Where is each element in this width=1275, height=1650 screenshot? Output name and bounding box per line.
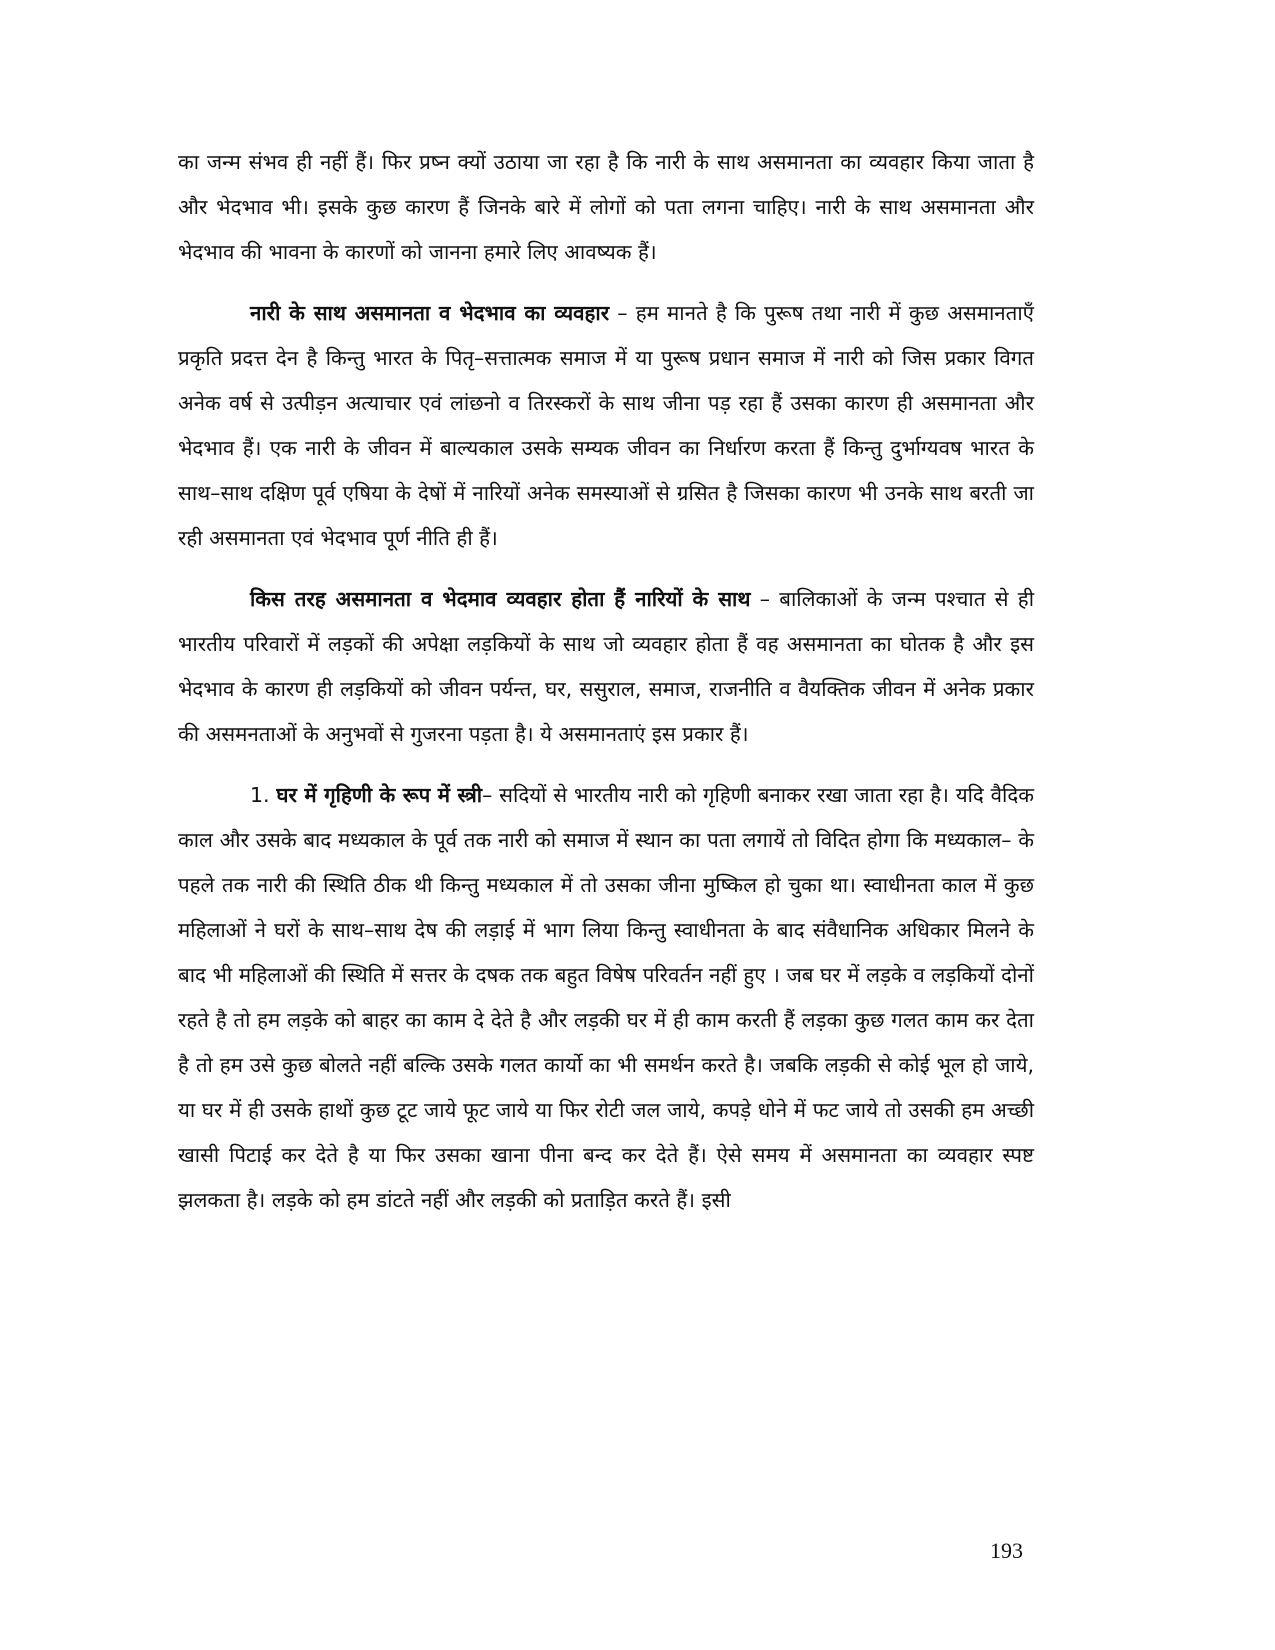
list-number: 1. [250,783,270,807]
section-heading: किस तरह असमानता व भेदमाव व्यवहार होता हैं नारियों के साथ [250,587,751,611]
section-heading: घर में गृहिणी के रूप में स्त्री [276,783,483,807]
paragraph-text: – हम मानते है कि पुरूष तथा नारी में कुछ असमानताएँ प्रकृति प्रदत्त देन है किन्तु भारत के पितृ–सत्तात्मक समाज में या पुरूष प्रधान समाज में नारी को जिस प्रकार विगत अनेक वर्ष से उत्पीड़न अत्याचार एवं लांछनो व तिरस्करों के साथ जीना पड़ रहा हैं उसका कारण ही असमानता और भेदभाव हैं। एक नारी के जीवन में बाल्यकाल उसके सम्यक जीवन का निर्धारण करता हैं किन्तु दुर्भाग्यवष भारत के साथ–साथ दक्षिण पूर्व एषिया के देषों में नारियों अनेक समस्याओं से ग्रसित है जिसका कारण भी उनके साथ बरती जा रही असमानता एवं भेदभाव पूर्ण नीति ही हैं। [178,301,1034,550]
paragraph-inequality-behavior [178,291,1034,561]
paragraph-how-inequality [178,577,1034,757]
paragraph-text: – सदियों से भारतीय नारी को गृहिणी बनाकर रखा जाता रहा है। यदि वैदिक काल और उसके बाद मध्यकाल के पूर्व तक नारी को समाज में स्थान का पता लगायें तो विदित होगा कि मध्यकाल– के पहले तक नारी की स्थिति ठीक थी किन्तु मध्यकाल में तो उसका जीना मुष्किल हो चुका था। स्वाधीनता काल में कुछ महिलाओं ने घरों के साथ–साथ देष की लड़ाई में भाग लिया किन्तु स्वाधीनता के बाद संवैधानिक अधिकार मिलने के बाद भी महिलाओं की स्थिति में सत्तर के दषक तक बहुत विषेष परिवर्तन नहीं हुए । जब घर में लड़के व लड़कियों दोनों रहते है तो हम लड़के को बाहर का काम दे देते है और लड़की घर में ही काम करती हैं लड़का कुछ गलत काम कर देता है तो हम उसे कुछ बोलते नहीं बल्कि उसके गलत कार्यो का भी समर्थन करते है। जबकि लड़की से कोई भूल हो जाये, या घर में ही उसके हाथों कुछ टूट जाये फूट जाये या फिर रोटी जल जाये, कपड़े धोने में फट जाये तो उसकी हम अच्छी खासी पिटाई कर देते है या फिर उसका खाना पीना बन्द कर देते हैं। ऐसे समय में असमानता का व्यवहार स्पष्ट झलकता है। लड़के को हम डांटते नहीं और लड़की को प्रताड़ित करते हैं। इसी [178,783,1034,1212]
paragraph-intro [178,140,1034,275]
paragraph-point-1 [178,773,1034,1223]
paragraph-text: – बालिकाओं के जन्म पश्चात से ही भारतीय परिवारों में लड़कों की अपेक्षा लड़कियों के साथ जो व्यवहार होता हैं वह असमानता का घोतक है और इस भेदभाव के कारण ही लड़कियों को जीवन पर्यन्त, घर, ससुराल, समाज, राजनीति व वैयक्तिक जीवन में अनेक प्रकार की असमनताओं के अनुभवों से गुजरना पड़ता है। ये असमानताएं इस प्रकार हैं। [178,587,1035,746]
document-body [178,140,1034,1239]
paragraph-text: का जन्म संभव ही नहीं हैं। फिर प्रष्न क्यों उठाया जा रहा है कि नारी के साथ असमानता का व्यवहार किया जाता है और भेदभाव भी। इसके कुछ कारण हैं जिनके बारे में लोगों को पता लगना चाहिए। नारी के साथ असमानता और भेदभाव की भावना के कारणों को जानना हमारे लिए आवष्यक हैं। [178,150,1034,264]
page-number: 193 [990,1538,1023,1563]
section-heading: नारी के साथ असमानता व भेदभाव का व्यवहार [250,301,610,325]
